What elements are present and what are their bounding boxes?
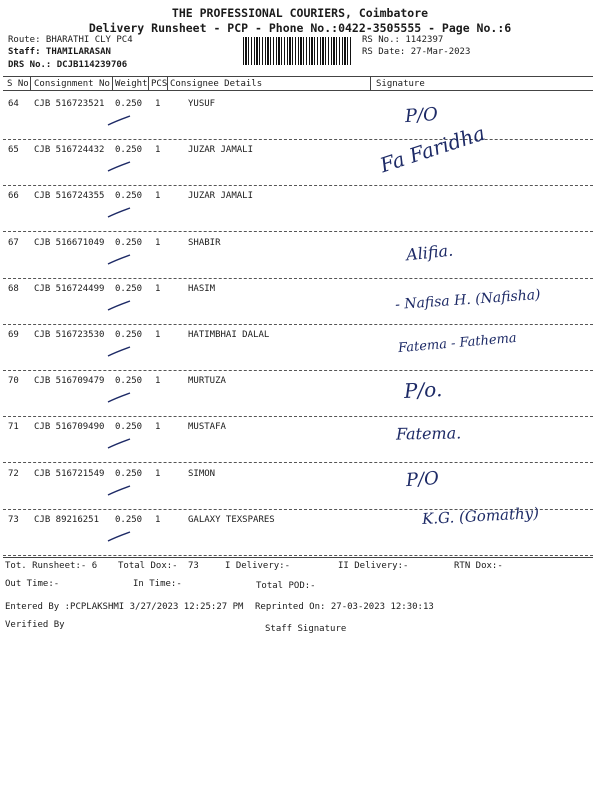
row-separator xyxy=(3,324,593,325)
row-signature: Alifia. xyxy=(405,240,454,265)
row-consignee: SHABIR xyxy=(188,238,221,248)
i-delivery: I Delivery:- xyxy=(225,561,291,571)
row-pcs: 1 xyxy=(155,284,161,294)
checkmark-icon xyxy=(106,207,132,219)
row-pcs: 1 xyxy=(155,99,161,109)
row-consignee: HATIMBHAI DALAL xyxy=(188,330,270,340)
checkmark-icon xyxy=(106,485,132,497)
page-subtitle: Delivery Runsheet - PCP - Phone No.:0422-3505555 - Page No.:6 xyxy=(88,21,512,35)
table-row xyxy=(0,97,600,143)
rs-date: RS Date: 27-Mar-2023 xyxy=(362,47,471,57)
row-consignee: HASIM xyxy=(188,284,216,294)
row-separator xyxy=(3,416,593,417)
barcode-image xyxy=(243,37,353,65)
row-pcs: 1 xyxy=(155,191,161,201)
row-consignment-no: CJB 516724432 xyxy=(34,145,105,155)
table-row xyxy=(0,120,600,189)
row-weight: 0.250 xyxy=(115,515,143,525)
row-separator xyxy=(3,278,593,279)
row-pcs: 1 xyxy=(155,330,161,340)
row-sno: 72 xyxy=(8,469,19,479)
row-consignment-no: CJB 516721549 xyxy=(34,469,105,479)
row-consignment-no: CJB 89216251 xyxy=(34,515,100,525)
row-consignment-no: CJB 516724499 xyxy=(34,284,105,294)
row-consignment-no: CJB 516723521 xyxy=(34,99,105,109)
tot-runsheet: Tot. Runsheet:- 6 xyxy=(5,561,98,571)
table-row xyxy=(0,236,600,282)
in-time: In Time:- xyxy=(133,579,182,589)
table-row xyxy=(0,328,600,374)
row-signature: P/O xyxy=(405,467,440,492)
row-sno: 65 xyxy=(8,145,19,155)
col-header-consignment: Consignment No xyxy=(34,79,110,89)
entered-by: Entered By :PCPLAKSHMI 3/27/2023 12:25:27 PM xyxy=(5,602,244,612)
row-weight: 0.250 xyxy=(115,99,143,109)
total-pod: Total POD:- xyxy=(256,581,316,591)
row-weight: 0.250 xyxy=(115,191,143,201)
row-separator xyxy=(3,370,593,371)
col-divider xyxy=(30,76,31,90)
row-signature: Fatema. xyxy=(395,423,462,444)
table-row xyxy=(0,282,600,328)
row-consignment-no: CJB 516723530 xyxy=(34,330,105,340)
row-weight: 0.250 xyxy=(115,376,143,386)
table-row xyxy=(0,420,600,466)
row-pcs: 1 xyxy=(155,145,161,155)
row-pcs: 1 xyxy=(155,376,161,386)
row-consignee: SIMON xyxy=(188,469,216,479)
checkmark-icon xyxy=(106,254,132,266)
row-sno: 70 xyxy=(8,376,19,386)
row-signature: Fatema - Fathema xyxy=(397,330,518,357)
col-divider xyxy=(148,76,149,90)
row-weight: 0.250 xyxy=(115,145,143,155)
checkmark-icon xyxy=(106,115,132,127)
col-header-consignee: Consignee Details xyxy=(170,79,263,89)
table-row xyxy=(0,189,600,235)
verified-by: Verified By xyxy=(5,620,65,630)
row-separator xyxy=(3,139,593,140)
rtn-dox: RTN Dox:- xyxy=(454,561,503,571)
checkmark-icon xyxy=(106,392,132,404)
row-signature: P/o. xyxy=(403,377,443,403)
drs-number: DRS No.: DCJB114239706 xyxy=(8,60,128,70)
col-header-pcs: PCS xyxy=(151,79,168,89)
row-consignee: MUSTAFA xyxy=(188,422,226,432)
row-pcs: 1 xyxy=(155,469,161,479)
row-consignment-no: CJB 516709490 xyxy=(34,422,105,432)
col-divider xyxy=(112,76,113,90)
checkmark-icon xyxy=(106,531,132,543)
checkmark-icon xyxy=(106,346,132,358)
row-pcs: 1 xyxy=(155,238,161,248)
table-row xyxy=(0,374,600,420)
total-dox-label: Total Dox:- xyxy=(118,561,178,571)
col-header-signature: Signature xyxy=(376,79,425,89)
checkmark-icon xyxy=(106,438,132,450)
row-pcs: 1 xyxy=(155,422,161,432)
row-sno: 66 xyxy=(8,191,19,201)
rs-number: RS No.: 1142397 xyxy=(362,35,444,45)
checkmark-icon xyxy=(106,161,132,173)
row-signature: K.G. (Gomathy) xyxy=(421,503,540,529)
row-consignment-no: CJB 516671049 xyxy=(34,238,105,248)
row-signature: - Nafisa H. (Nafisha) xyxy=(394,286,542,314)
row-sno: 67 xyxy=(8,238,19,248)
row-separator xyxy=(3,231,593,232)
route-label: Route: BHARATHI CLY PC4 xyxy=(8,35,133,45)
row-consignee: GALAXY TEXSPARES xyxy=(188,515,275,525)
row-weight: 0.250 xyxy=(115,422,143,432)
row-consignee: JUZAR JAMALI xyxy=(188,191,254,201)
staff-label: Staff: THAMILARASAN xyxy=(8,47,111,57)
totals-border xyxy=(3,557,593,558)
row-signature: Fa Faridha xyxy=(376,120,488,178)
col-divider xyxy=(370,76,371,90)
col-header-sno: S No xyxy=(7,79,29,89)
page-title: THE PROFESSIONAL COURIERS, Coimbatore xyxy=(171,6,429,20)
reprinted-on: Reprinted On: 27-03-2023 12:30:13 xyxy=(255,602,434,612)
row-signature: P/O xyxy=(404,103,439,128)
row-sno: 68 xyxy=(8,284,19,294)
row-separator xyxy=(3,462,593,463)
row-consignee: JUZAR JAMALI xyxy=(188,145,254,155)
row-sno: 64 xyxy=(8,99,19,109)
table-row xyxy=(0,503,600,559)
row-separator xyxy=(3,185,593,186)
row-pcs: 1 xyxy=(155,515,161,525)
out-time: Out Time:- xyxy=(5,579,60,589)
ii-delivery: II Delivery:- xyxy=(338,561,409,571)
row-weight: 0.250 xyxy=(115,330,143,340)
row-sno: 73 xyxy=(8,515,19,525)
col-header-weight: Weight xyxy=(115,79,148,89)
row-weight: 0.250 xyxy=(115,238,143,248)
staff-signature: Staff Signature xyxy=(265,624,347,634)
row-sno: 71 xyxy=(8,422,19,432)
row-consignment-no: CJB 516709479 xyxy=(34,376,105,386)
table-header-border xyxy=(3,90,593,91)
row-weight: 0.250 xyxy=(115,469,143,479)
row-sno: 69 xyxy=(8,330,19,340)
row-consignment-no: CJB 516724355 xyxy=(34,191,105,201)
total-dox-value: 73 xyxy=(188,561,199,571)
table-top-border xyxy=(3,76,593,77)
checkmark-icon xyxy=(106,300,132,312)
row-weight: 0.250 xyxy=(115,284,143,294)
row-consignee: MURTUZA xyxy=(188,376,226,386)
row-consignee: YUSUF xyxy=(188,99,216,109)
